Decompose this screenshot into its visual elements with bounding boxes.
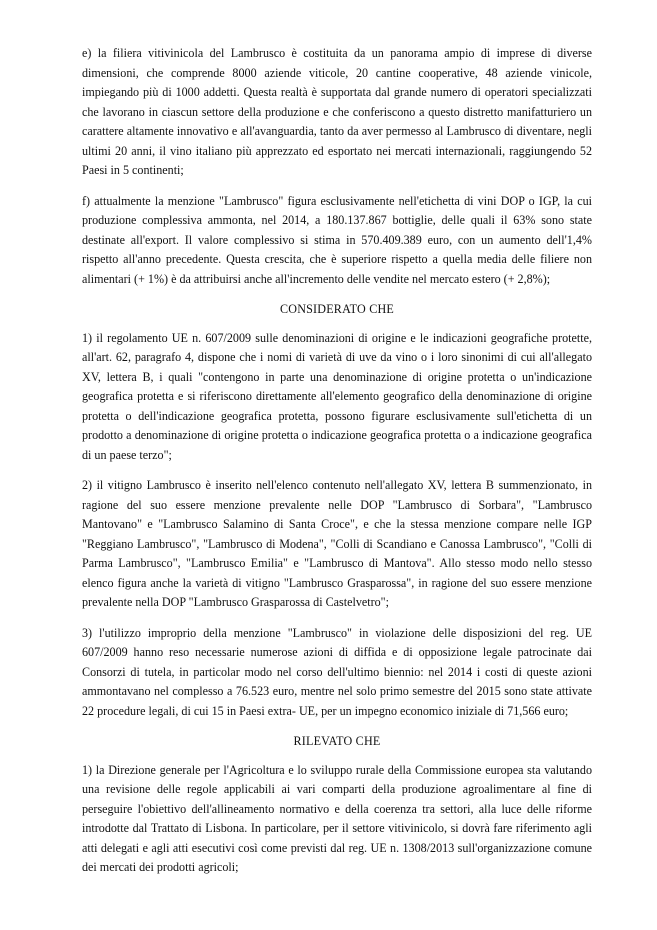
considerato-paragraph-1: 1) il regolamento UE n. 607/2009 sulle denominazioni di origine e le indicazioni geografiche protette, all'art. 62, paragrafo 4, dispone che i nomi di varietà di uve da vino o i loro sinonimi di cui all'allegato XV, lettera B, i quali "contengono in parte una denominazione di origine protetta o un'indicazione geografica protetta e si riferiscono direttamente all'elemento geografico della denominazione di origine protetta o dell'indicazione geografica protetta, possono figurare esclusivamente sull'etichetta di un prodotto a denominazione di origine protetta o indicazione geografica protetta o a indicazione geografica di un paese terzo"; [82,330,592,462]
paragraph-f: f) attualmente la menzione "Lambrusco" figura esclusivamente nell'etichetta di vini DOP o IGP, la cui produzione complessiva ammonta, nel 2014, a 180.137.867 bottiglie, delle quali il 63% sono state destinate all'export. Il valore complessivo si stima in 570.409.389 euro, con un aumento dell'1,4% rispetto all'anno precedente. Questa crescita, che è superiore rispetto a quella media delle filiere non alimentari (+ 1%) è da attribuirsi anche all'incremento delle vendite nel mercato estero (+ 2,8%); [82,193,592,286]
considerato-paragraph-2: 2) il vitigno Lambrusco è inserito nell'elenco contenuto nell'allegato XV, lettera B summenzionato, in ragione del suo essere menzione prevalente nelle DOP "Lambrusco di Sorbara", "Lambrusco Mantovano" e "Lambrusco Salamino di Santa Croce", e che la stessa menzione compare nelle IGP "Reggiano Lambrusco", "Lambrusco di Modena", "Colli di Scandiano e Canossa Lambrusco", "Colli di Parma Lambrusco", "Lambrusco Emilia" e "Lambrusco di Mantova". Allo stesso modo nello stesso elenco figura anche la varietà di vitigno "Lambrusco Grasparossa", in ragione del suo essere menzione prevalente nella DOP "Lambrusco Grasparossa di Castelvetro"; [82,478,592,609]
paragraph-e: e) la filiera vitivinicola del Lambrusco è costituita da un panorama ampio di imprese di diverse dimensioni, che comprende 8000 aziende viticole, 20 cantine cooperative, 48 aziende vinicole, impiegando più di 1000 addetti. Questa realtà è supportata dal grande numero di operatori specializzati che lavorano in ciascun settore della produzione e che conferiscono a questo distretto manifatturiero un carattere altamente innovativo e all'avanguardia, tanto da aver permesso al Lambrusco di diventare, negli ultimi 20 anni, il vino italiano più apprezzato ed esportato nei mercati internazionali, raggiungendo 52 Paesi in 5 continenti; [82,46,592,177]
heading-rilevato-che: RILEVATO CHE [293,734,381,748]
considerato-paragraph-3: 3) l'utilizzo improprio della menzione "Lambrusco" in violazione delle disposizioni del reg. UE 607/2009 hanno reso necessarie numerose azioni di diffida e di opposizione legale patrocinate dai Consorzi di tutela, in particolar modo nel corso dell'ultimo biennio: nel 2014 i costi di queste azioni ammontavano nel complesso a 76.523 euro, mentre nel solo primo semestre del 2015 sono state attivate 22 procedure legali, di cui 15 in Paesi extra- UE, per un impegno economico iniziale di 71,566 euro; [82,625,592,718]
rilevato-paragraph-1: 1) la Direzione generale per l'Agricoltura e lo sviluppo rurale della Commissione europea sta valutando una revisione delle regole applicabili ai vari comparti della produzione agroalimentare al fine di perseguire l'obiettivo dell'allineamento normativo e della coerenza tra settori, alla luce delle riforme introdotte dal Trattato di Lisbona. In particolare, per il settore vitivinicolo, si dovrà fare riferimento agli atti delegati e agli atti esecutivi così come previsti dal reg. UE n. 1308/2013 sull'organizzazione comune dei mercati dei prodotti agricoli; [82,762,592,874]
heading-considerato-che: CONSIDERATO CHE [280,302,394,316]
